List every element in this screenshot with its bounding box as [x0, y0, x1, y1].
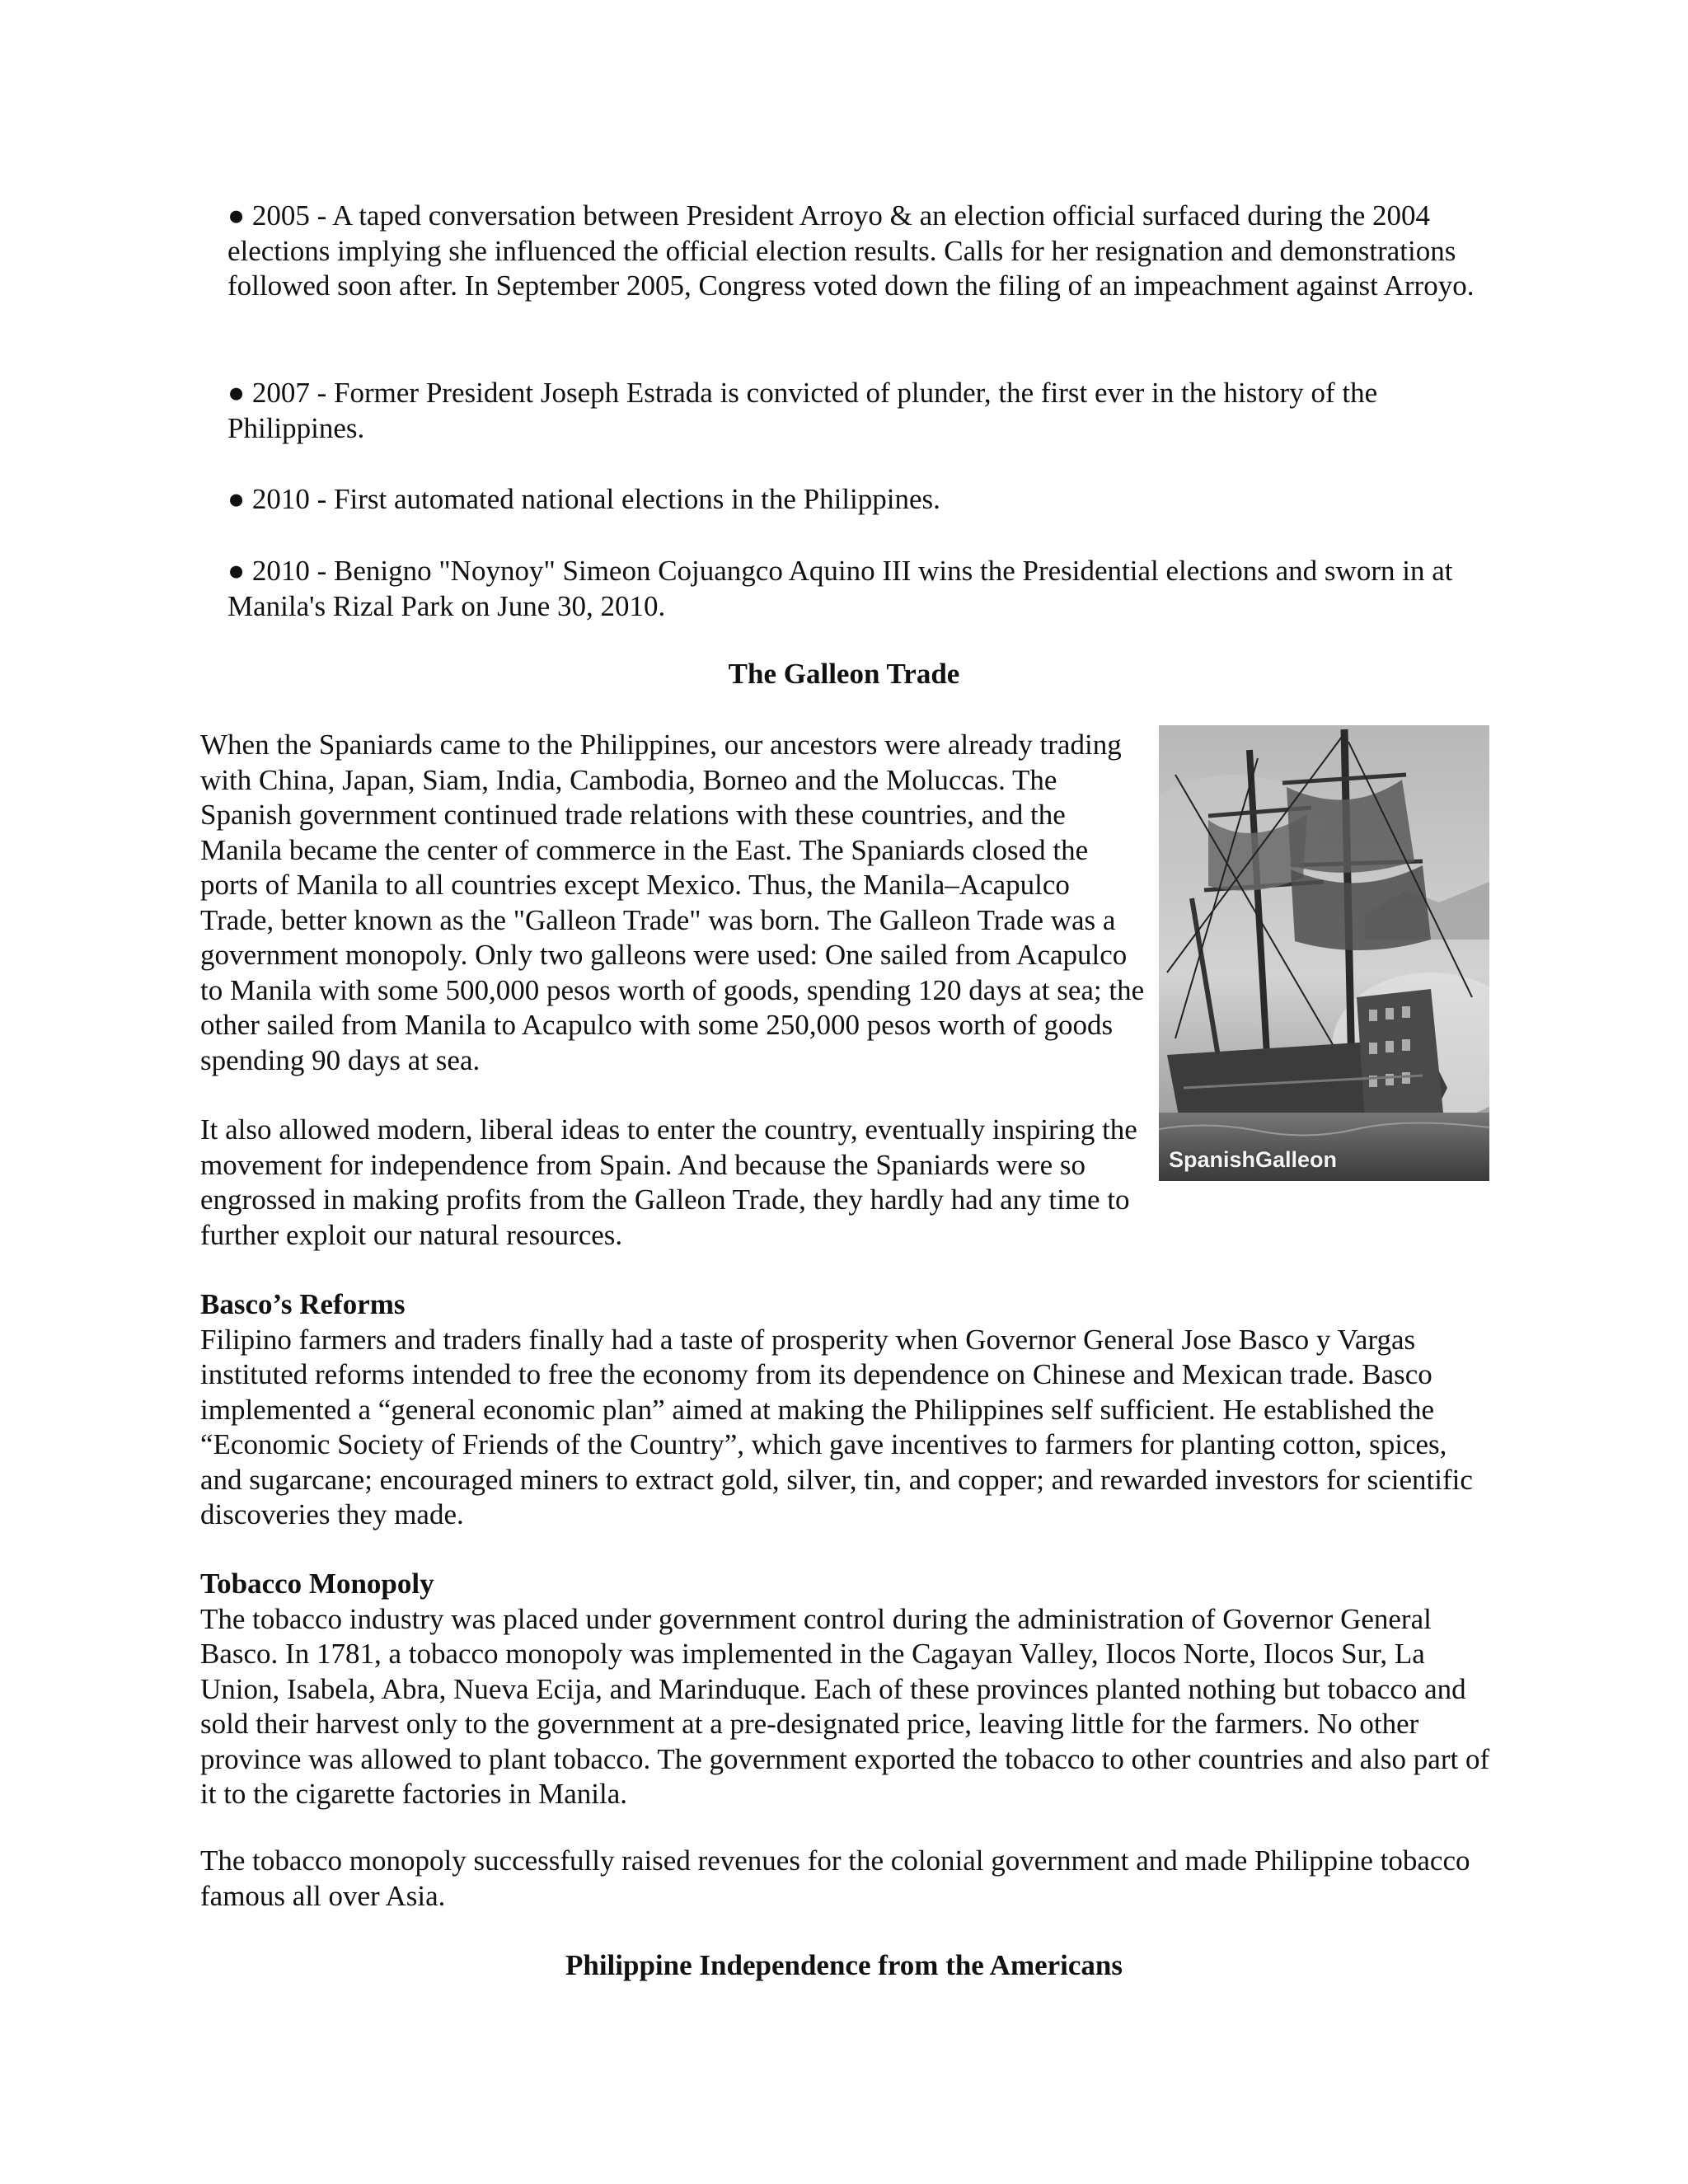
basco-reforms-body: Filipino farmers and traders finally had a taste of prosperity when Governor General Jose Basco y Vargas instituted reforms intended to free the economy from its dependence on Chinese and Mexican trade. Basco implemented a “general economic plan” aimed at making the Philippines self sufficient. He established the “Economic Society of Friends of the Country”, which gave incentives to farmers for planting cotton, spices, and sugarcane; encouraged miners to extract gold, silver, tin, and copper; and rewarded investors for scientific discoveries they made. [200, 1323, 1473, 1530]
spanish-galleon-image [1159, 725, 1489, 1181]
galleon-trade-title: The Galleon Trade [728, 658, 960, 690]
galleon-paragraph-1: When the Spaniards came to the Philippines, our ancestors were already trading with China, Japan, Siam, India, Cambodia, Borneo and the Moluccas. The Spanish government continued trade relations with these countries, and the Manila became the center of commerce in the East. The Spaniards closed the ports of Manila to all countries except Mexico. Thus, the Manila–Acapulco Trade, better known as the "Galleon Trade" was born. The Galleon Trade was a government monopoly. Only two galleons were used: One sailed from Acapulco to Manila with some 500,000 pesos worth of goods, spending 120 days at sea; the other sailed from Manila to Acapulco with some 250,000 pesos worth of goods spending 90 days at sea. [200, 729, 1145, 1076]
timeline-bullet-2005: ● 2005 - A taped conversation between President Arroyo & an election official surfaced during the 2004 elections implying she influenced the official election results. Calls for her resignation and demonstrations followed soon after. In September 2005, Congress voted down the filing of an impeachment against Arroyo. [227, 199, 1475, 302]
image-watermark-caption: SpanishGalleon [1169, 1147, 1338, 1172]
tobacco-monopoly-body: The tobacco industry was placed under government control during the administration of Governor General Basco. In 1781, a tobacco monopoly was implemented in the Cagayan Valley, Ilocos Norte, Ilocos Sur, La Union, Isabela, Abra, Nueva Ecija, and Marinduque. Each of these provinces planted nothing but tobacco and sold their harvest only to the government at a pre-designated price, leaving little for the farmers. No other province was allowed to plant tobacco. The government exported the tobacco to other countries and also part of it to the cigarette factories in Manila. [200, 1602, 1490, 1810]
timeline-bullet-2010-aquino: ● 2010 - Benigno "Noynoy" Simeon Cojuangco Aquino III wins the Presidential elections and sworn in at Manila's Rizal Park on June 30, 2010. [227, 555, 1453, 622]
tobacco-monopoly-heading: Tobacco Monopoly [200, 1568, 434, 1600]
next-section-title: Philippine Independence from the Americans [565, 1949, 1123, 1981]
galleon-paragraph-2: It also allowed modern, liberal ideas to enter the country, eventually inspiring the movement for independence from Spain. And because the Spaniards were so engrossed in making profits from the Galleon Trade, they hardly had any time to further exploit our natural resources. [200, 1113, 1137, 1251]
tobacco-monopoly-conclusion: The tobacco monopoly successfully raised revenues for the colonial government and made Philippine tobacco famous all over Asia. [200, 1844, 1470, 1912]
basco-reforms-section [200, 1287, 1494, 1533]
galleon-illustration [1159, 725, 1489, 1181]
timeline-bullet-2007: ● 2007 - Former President Joseph Estrada is convicted of plunder, the first ever in the history of the Philippines. [227, 377, 1378, 444]
tobacco-monopoly-section [200, 1567, 1494, 1812]
basco-reforms-heading: Basco’s Reforms [200, 1288, 406, 1320]
timeline-bullet-2010-elections: ● 2010 - First automated national elections in the Philippines. [227, 483, 940, 515]
